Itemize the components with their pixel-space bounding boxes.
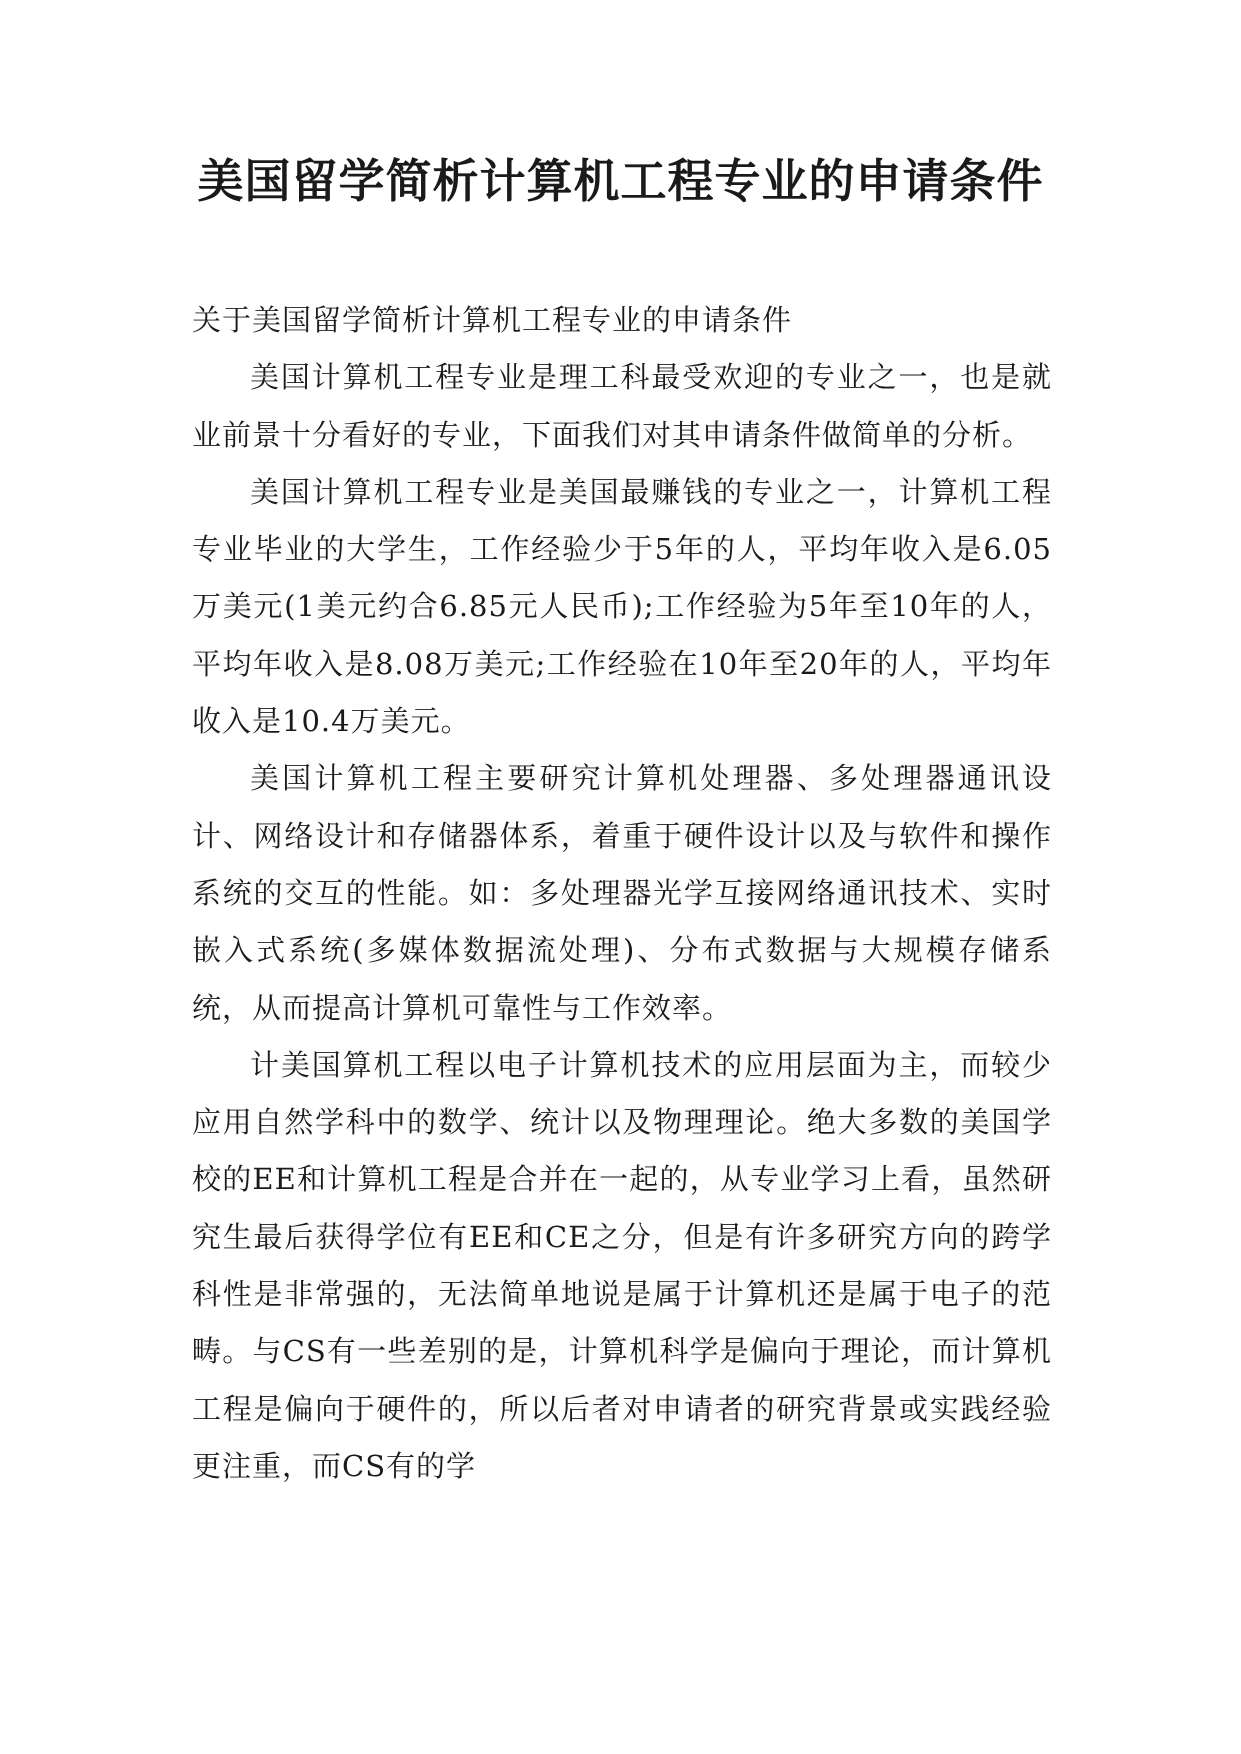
- paragraph: 美国计算机工程专业是理工科最受欢迎的专业之一，也是就业前景十分看好的专业，下面我们对其申请条件做简单的分析。: [192, 360, 1052, 452]
- paragraph: 计美国算机工程以电子计算机技术的应用层面为主，而较少应用自然学科中的数学、统计以及物理理论。绝大多数的美国学校的EE和计算机工程是合并在一起的，从专业学习上看，虽然研究生最后获得学位有EE和CE之分，但是有许多研究方向的跨学科性是非常强的，无法简单地说是属于计算机还是属于电子的范畴。与CS有一些差别的是，计算机科学是偏向于理论，而计算机工程是偏向于硬件的，所以后者对申请者的研究背景或实践经验更注重，而CS有的学: [192, 1047, 1052, 1483]
- paragraph: 美国计算机工程主要研究计算机处理器、多处理器通讯设计、网络设计和存储器体系，着重于硬件设计以及与软件和操作系统的交互的性能。如：多处理器光学互接网络通讯技术、实时嵌入式系统(多媒体数据流处理)、分布式数据与大规模存储系统，从而提高计算机可靠性与工作效率。: [192, 761, 1052, 1025]
- document-body: [192, 292, 1052, 1495]
- paragraph: 美国计算机工程专业是美国最赚钱的专业之一，计算机工程专业毕业的大学生，工作经验少于5年的人，平均年收入是6.05万美元(1美元约合6.85元人民币);工作经验为5年至10年的人，平均年收入是8.08万美元;工作经验在10年至20年的人，平均年收入是10.4万美元。: [192, 474, 1052, 739]
- document-subtitle: 关于美国留学简析计算机工程专业的申请条件: [192, 303, 793, 337]
- document-title: 美国留学简析计算机工程专业的申请条件: [197, 154, 1044, 208]
